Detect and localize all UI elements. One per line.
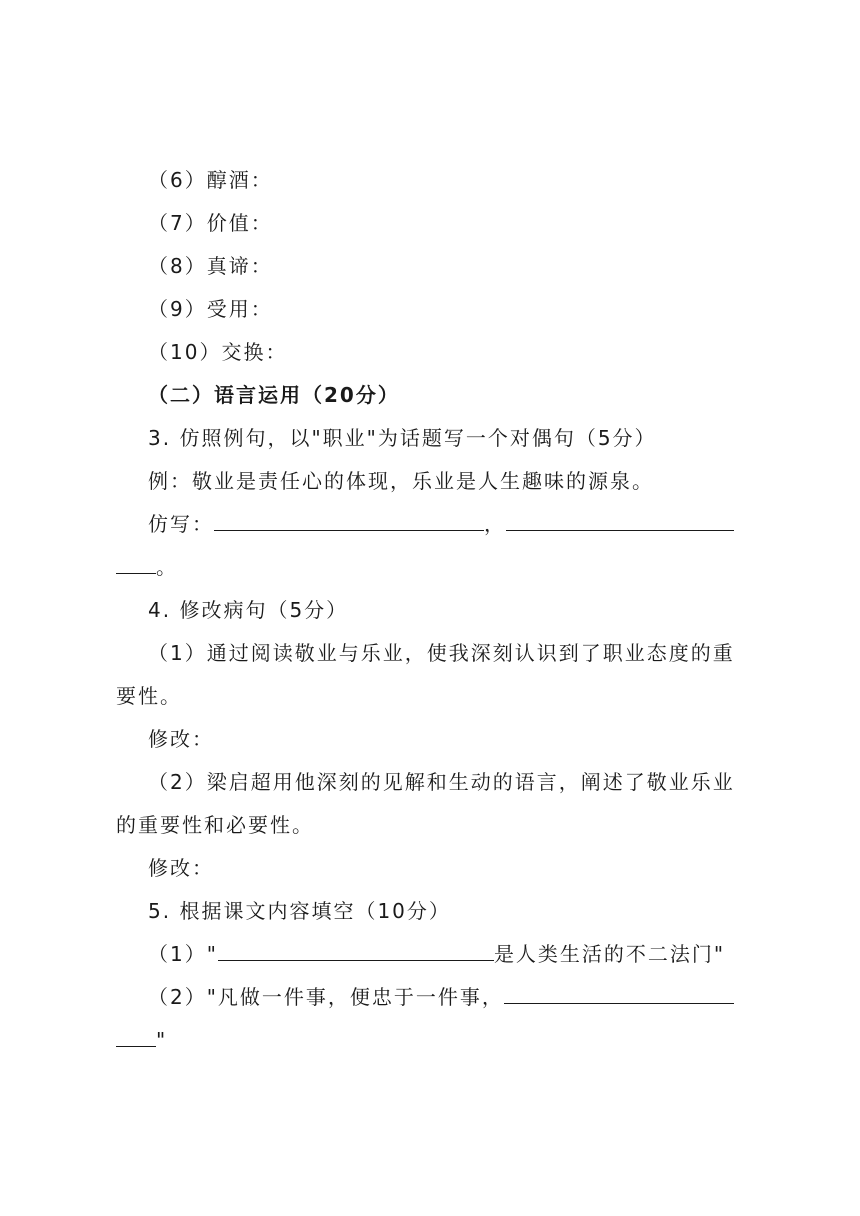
question-5-fill-2-end-quote: " [156,1028,168,1052]
question-5-fill-2-prefix: （2）"凡做一件事，便忠于一件事， [148,985,504,1009]
question-4-title: 4. 修改病句（5分） [148,598,349,622]
question-4-sentence-2-line-2: 的重要性和必要性。 [116,813,314,837]
vocab-item-6: （6）醇酒： [148,168,273,192]
question-4-fix-1-label: 修改： [148,727,214,751]
question-4-sentence-1-line-1: （1）通过阅读敬业与乐业，使我深刻认识到了职业态度的重 [148,641,735,665]
answer-blank-5-1[interactable] [218,940,494,961]
question-3-end-mark: 。 [156,555,178,579]
vocab-item-9: （9）受用： [148,297,273,321]
question-3-prompt: 仿写： [148,512,214,536]
answer-blank-5-2b[interactable] [116,1026,156,1047]
question-3-example: 例：敬业是责任心的体现，乐业是人生趣味的源泉。 [148,469,654,493]
question-4-sentence-1-line-2: 要性。 [116,684,182,708]
vocab-item-7: （7）价值： [148,211,273,235]
question-5-fill-2-continuation [116,1026,167,1054]
answer-blank-3c[interactable] [116,553,156,574]
vocab-item-10: （10）交换： [148,340,288,364]
question-3-answer-line [148,510,734,538]
question-5-fill-1-suffix: 是人类生活的不二法门" [493,942,726,966]
section-title-language-use: （二）语言运用（20分） [148,383,400,407]
question-5-title: 5. 根据课文内容填空（10分） [148,899,451,923]
question-3-title: 3. 仿照例句，以"职业"为话题写一个对偶句（5分） [148,426,657,450]
answer-blank-3b[interactable] [506,510,734,531]
question-3-answer-continuation [116,553,178,581]
vocab-item-8: （8）真谛： [148,254,273,278]
question-4-fix-2-label: 修改： [148,856,214,880]
question-5-fill-2 [148,983,734,1011]
answer-blank-3a[interactable] [214,510,484,531]
answer-blank-5-2a[interactable] [504,983,734,1004]
question-5-fill-1 [148,940,725,968]
question-3-comma: ， [484,512,506,536]
question-5-fill-1-prefix: （1）" [148,942,218,966]
question-4-sentence-2-line-1: （2）梁启超用他深刻的见解和生动的语言，阐述了敬业乐业 [148,770,735,794]
